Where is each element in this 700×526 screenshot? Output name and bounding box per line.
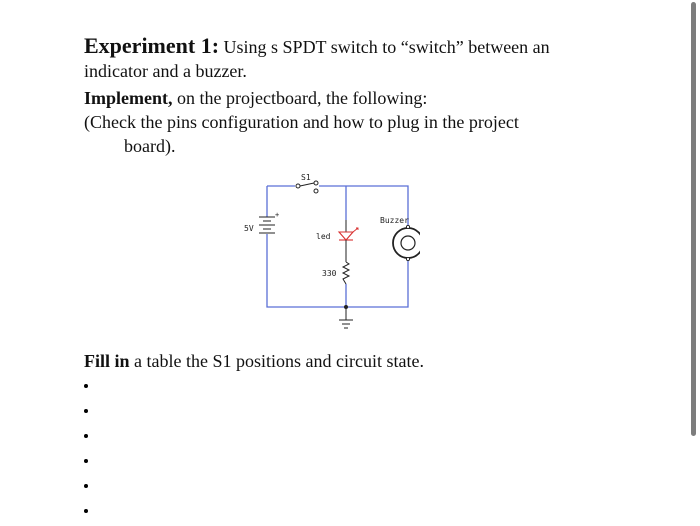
check-paragraph-line-1: (Check the pins configuration and how to plug in the project [84, 112, 519, 132]
experiment-paragraph [84, 34, 622, 83]
fill-in-lead: Fill in [84, 351, 130, 371]
bullet-item [82, 376, 90, 401]
fill-in-rest: a table the S1 positions and circuit state. [129, 351, 424, 371]
source-voltage-label: 5V [244, 224, 254, 233]
led-symbol [339, 220, 358, 262]
circuit-diagram [240, 172, 420, 336]
bullet-item [82, 501, 90, 526]
resistor-label: 330 [322, 269, 337, 278]
check-paragraph-line-2: board). [124, 136, 176, 156]
bullet-item [82, 476, 90, 501]
bullet-item [82, 426, 90, 451]
experiment-line-1 [84, 34, 622, 59]
implement-paragraph [84, 86, 622, 110]
bullet-item [82, 401, 90, 426]
battery-plus-sign: + [275, 211, 280, 219]
resistor-symbol [343, 262, 349, 284]
led-label: led [316, 232, 331, 241]
vertical-scrollbar[interactable] [691, 2, 696, 436]
experiment-text-line-2: indicator and a buzzer. [84, 61, 247, 81]
experiment-text-line-1: Using s SPDT switch to “switch” between an [219, 37, 550, 57]
bullet-list [82, 376, 90, 526]
spdt-switch [296, 181, 318, 193]
switch-label: S1 [301, 173, 311, 182]
fill-in-paragraph [84, 349, 622, 373]
battery-symbol [259, 217, 275, 233]
bullet-item [82, 451, 90, 476]
experiment-heading: Experiment 1: [84, 33, 220, 58]
circuit-wires [267, 186, 408, 307]
buzzer-symbol [393, 225, 420, 260]
implement-lead: Implement, [84, 88, 173, 108]
ground-symbol [339, 307, 353, 328]
buzzer-label: Buzzer [380, 216, 409, 225]
implement-rest: on the projectboard, the following: [172, 88, 428, 108]
